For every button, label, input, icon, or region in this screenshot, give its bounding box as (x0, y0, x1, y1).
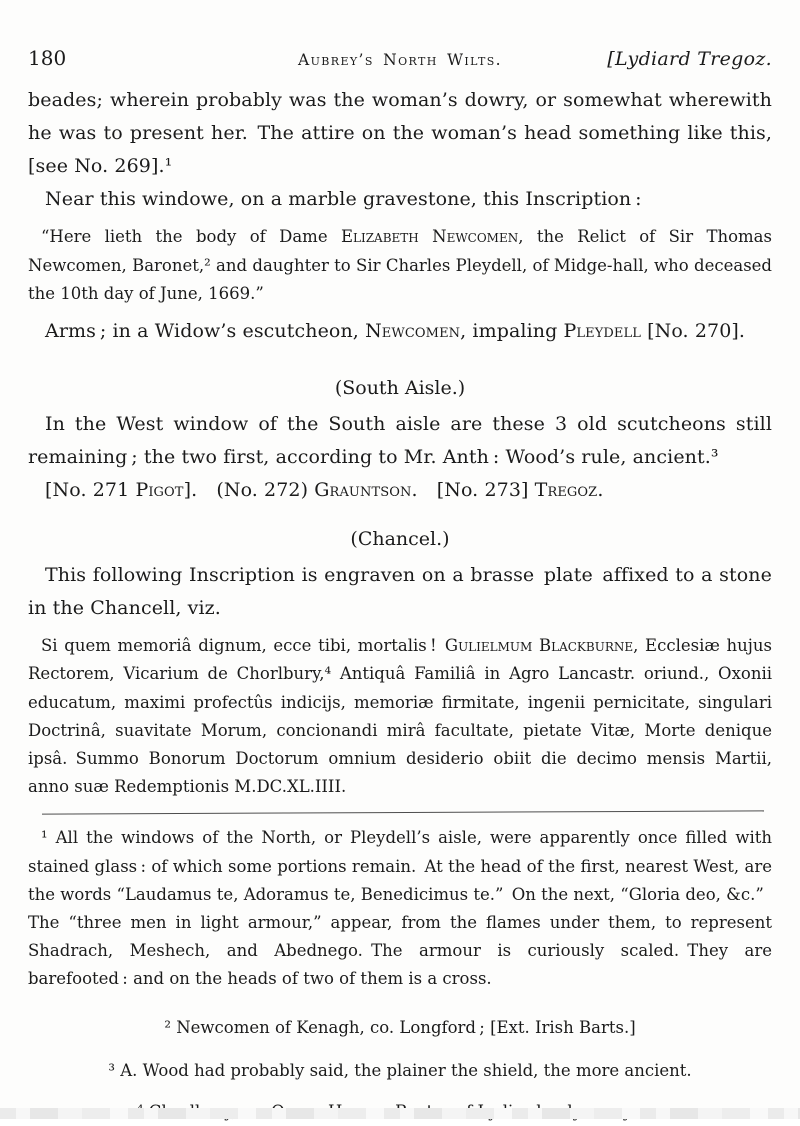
arms-text: [No. 270]. (640, 320, 746, 343)
footnote-1: ¹ All the windows of the North, or Pleydell’s aisle, were apparently once filled with stained glass : of which some portions remain. At the head of the first, nearest West, are the words “Laudamus te, Adoramus te, Benedicimus te.” On the next, “Gloria deo, &c.” The “three men in light armour,” appear, from the flames under them, to represent Shadrach, Meshech, and Abednego. The armour is curiously scaled. They are barefooted : and on the heads of two of them is a cross. (28, 828, 772, 989)
scan-artifact-band (0, 1108, 800, 1119)
footnote-3: ³ A. Wood had probably said, the plainer the shield, the more ancient. (108, 1060, 692, 1080)
page-number: 180 (28, 46, 67, 70)
opening-paragraph: beades; wherein probably was the woman’s dowry, or somewhat wherewith he was to present her. The attire on the woman’s head something like this, [see No. 269].¹ (28, 89, 772, 177)
west-window-paragraph: In the West window of the South aisle are these 3 old scutcheons still remaining ; the two first, according to Mr. Anth : Wood’s rule, ancient.³ (28, 412, 772, 468)
arms-name-pleydell: Pleydell (563, 320, 641, 343)
scutcheon-no-273: . [No. 273] (411, 478, 535, 501)
page-header (28, 46, 772, 70)
scutcheon-name-grauntson: Grauntson (314, 478, 412, 501)
latin-inscription (28, 632, 772, 801)
section-marker: [Lydiard Tregoz. (607, 48, 772, 70)
scutcheon-name-pigot: Pigot (135, 478, 184, 501)
scutcheons-line (28, 474, 772, 507)
scutcheon-period: . (597, 478, 604, 501)
arms-text: , impaling (460, 320, 564, 343)
scutcheon-name-tregoz: Tregoz (534, 478, 598, 501)
latin-name-gulielmum-blackburne: Gulielmum Blackburne (444, 636, 634, 656)
inscription-text: , the Relict of Sir Thomas Newcomen, Baronet,² and daughter to Sir Charles Pleydell, of Midge-hall, who deceased the 10th day of June, 1669.” (28, 227, 772, 303)
footnote-2: ² Newcomen of Kenagh, co. Longford ; [Ext. Irish Barts.] (164, 1017, 636, 1037)
footnotes-section (28, 824, 772, 1126)
arms-name-newcomen: Newcomen (365, 320, 461, 343)
running-title: Aubrey’s North Wilts. (298, 51, 502, 69)
gravestone-intro: Near this windowe, on a marble gravestone, this Inscription : (45, 187, 642, 210)
gravestone-inscription (28, 223, 772, 308)
footnote-rule (42, 811, 764, 815)
arms-line (28, 315, 772, 348)
south-aisle-heading: (South Aisle.) (334, 376, 466, 399)
chancel-intro: This following Inscription is engraven on a brasse plate affixed to a stone in the Chancell, viz. (28, 564, 772, 620)
scutcheon-no-271: [No. 271 (45, 478, 136, 501)
scutcheon-no-272: ]. (No. 272) (183, 478, 315, 501)
chancel-heading: (Chancel.) (350, 528, 450, 551)
arms-text: Arms ; in a Widow’s escutcheon, (45, 320, 366, 343)
inscription-name-elizabeth-newcomen: Elizabeth Newcomen (340, 227, 519, 247)
latin-text: , Ecclesiæ hujus Rectorem, Vicarium de Chorlbury,⁴ Antiquâ Familiâ in Agro Lancastr. oriund., Oxonii educatum, maximi profectûs indicijs, memoriæ firmitate, ingenii pernicitate, singulari Doctrinâ, suavitate Morum, concionandi mirâ facultate, pietate Vitæ, Morte denique ipsâ. Summo Bonorum Doctorum omnium desiderio obiit die decimo mensis Martii, anno suæ Redemptionis M.DC.XL.IIII. (28, 636, 772, 797)
latin-text: Si quem memoriâ dignum, ecce tibi, mortalis ! (41, 636, 445, 656)
inscription-text: “Here lieth the body of Dame (41, 227, 341, 247)
